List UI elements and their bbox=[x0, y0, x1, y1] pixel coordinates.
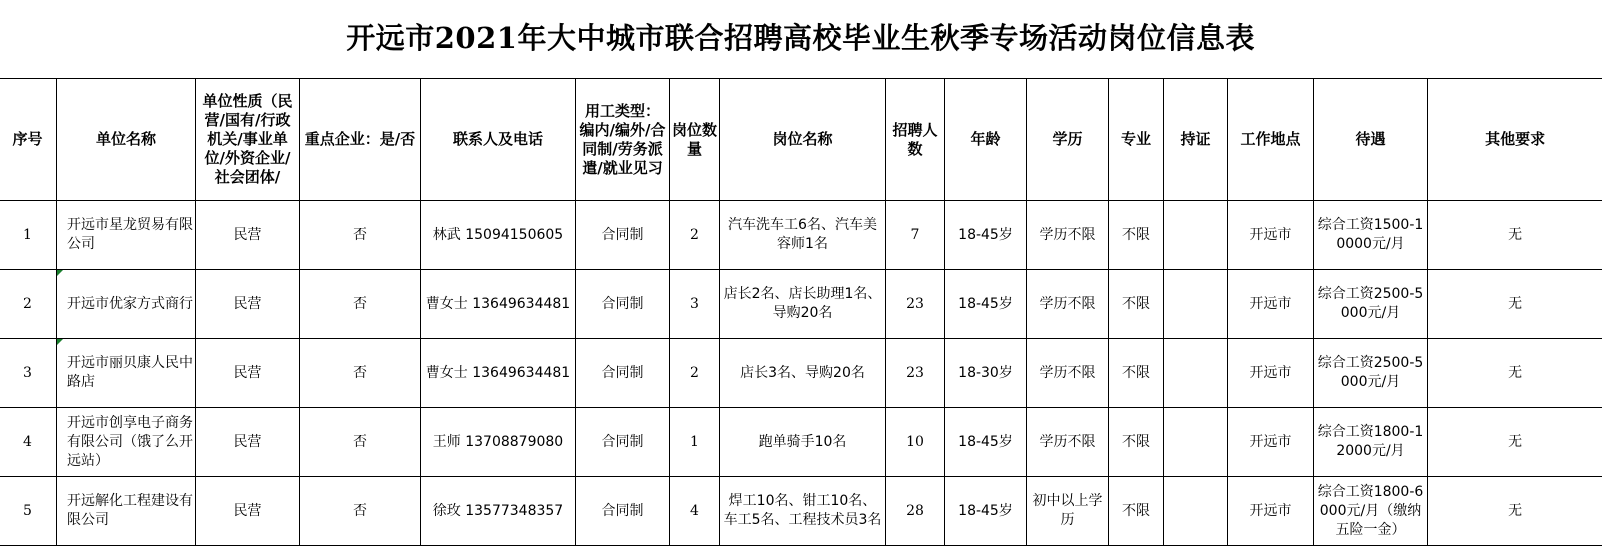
cell-key-enterprise: 否 bbox=[300, 201, 421, 270]
cell-seq: 1 bbox=[0, 201, 57, 270]
cell-company-text: 开远解化工程建设有限公司 bbox=[67, 493, 193, 528]
cell-age: 18-45岁 bbox=[945, 408, 1027, 477]
header-age: 年龄 bbox=[945, 79, 1027, 201]
cell-post-count: 3 bbox=[670, 270, 720, 339]
cell-company-text: 开远市优家方式商行 bbox=[67, 295, 193, 312]
cell-certificate bbox=[1164, 339, 1228, 408]
cell-company bbox=[57, 339, 196, 408]
cell-certificate bbox=[1164, 408, 1228, 477]
header-education: 学历 bbox=[1027, 79, 1109, 201]
header-pay: 待遇 bbox=[1314, 79, 1428, 201]
cell-location: 开远市 bbox=[1228, 270, 1314, 339]
cell-post-count: 4 bbox=[670, 477, 720, 546]
page-title: 开远市2021年大中城市联合招聘高校毕业生秋季专场活动岗位信息表 bbox=[0, 0, 1602, 79]
cell-post-names bbox=[720, 339, 886, 408]
cell-unit-type: 民营 bbox=[196, 339, 300, 408]
cell-post-names bbox=[720, 477, 886, 546]
cell-certificate bbox=[1164, 270, 1228, 339]
header-seq: 序号 bbox=[0, 79, 57, 201]
cell-education: 初中以上学历 bbox=[1027, 477, 1109, 546]
cell-pay-text: 综合工资2500-5000元/月 bbox=[1317, 355, 1424, 390]
cell-seq: 5 bbox=[0, 477, 57, 546]
cell-location: 开远市 bbox=[1228, 477, 1314, 546]
cell-company bbox=[57, 477, 196, 546]
cell-post-names-text: 店长2名、店长助理1名、导购20名 bbox=[723, 286, 882, 321]
cell-age: 18-30岁 bbox=[945, 339, 1027, 408]
header-employment-type: 用工类型：编内/编外/合同制/劳务派遣/就业见习 bbox=[576, 79, 670, 201]
cell-pay-text: 综合工资1800-12000元/月 bbox=[1317, 424, 1424, 459]
cell-other: 无 bbox=[1428, 408, 1602, 477]
cell-post-count: 2 bbox=[670, 339, 720, 408]
header-post-names: 岗位名称 bbox=[720, 79, 886, 201]
cell-seq: 3 bbox=[0, 339, 57, 408]
header-company: 单位名称 bbox=[57, 79, 196, 201]
cell-company bbox=[57, 408, 196, 477]
header-hires: 招聘人数 bbox=[886, 79, 945, 201]
header-certificate: 持证 bbox=[1164, 79, 1228, 201]
cell-major: 不限 bbox=[1109, 408, 1164, 477]
cell-age: 18-45岁 bbox=[945, 477, 1027, 546]
cell-employment-type: 合同制 bbox=[576, 477, 670, 546]
table-row bbox=[0, 270, 1602, 339]
header-other: 其他要求 bbox=[1428, 79, 1602, 201]
cell-seq: 4 bbox=[0, 408, 57, 477]
cell-contact: 曹女士 13649634481 bbox=[421, 339, 576, 408]
cell-key-enterprise: 否 bbox=[300, 477, 421, 546]
cell-post-names bbox=[720, 201, 886, 270]
cell-employment-type: 合同制 bbox=[576, 270, 670, 339]
cell-other: 无 bbox=[1428, 339, 1602, 408]
cell-pay-text: 综合工资1500-10000元/月 bbox=[1317, 217, 1424, 252]
cell-unit-type: 民营 bbox=[196, 201, 300, 270]
cell-hires: 10 bbox=[886, 408, 945, 477]
cell-post-count: 1 bbox=[670, 408, 720, 477]
cell-location: 开远市 bbox=[1228, 339, 1314, 408]
cell-other: 无 bbox=[1428, 201, 1602, 270]
cell-employment-type: 合同制 bbox=[576, 339, 670, 408]
cell-post-names-text: 汽车洗车工6名、汽车美容师1名 bbox=[728, 217, 877, 252]
cell-hires: 23 bbox=[886, 339, 945, 408]
cell-pay-text: 综合工资2500-5000元/月 bbox=[1317, 286, 1424, 321]
cell-company-text: 开远市星龙贸易有限公司 bbox=[67, 217, 193, 252]
cell-contact: 徐玫 13577348357 bbox=[421, 477, 576, 546]
header-post-count: 岗位数量 bbox=[670, 79, 720, 201]
cell-education: 学历不限 bbox=[1027, 408, 1109, 477]
cell-pay-text: 综合工资1800-6000元/月（缴纳五险一金） bbox=[1317, 483, 1424, 538]
cell-location: 开远市 bbox=[1228, 408, 1314, 477]
cell-unit-type: 民营 bbox=[196, 477, 300, 546]
cell-company-text: 开远市创享电子商务有限公司（饿了么开远站） bbox=[67, 414, 193, 469]
cell-pay bbox=[1314, 270, 1428, 339]
header-row bbox=[0, 79, 1602, 201]
cell-pay bbox=[1314, 339, 1428, 408]
cell-post-names-text: 跑单骑手10名 bbox=[758, 433, 847, 450]
cell-hires: 7 bbox=[886, 201, 945, 270]
cell-key-enterprise: 否 bbox=[300, 339, 421, 408]
cell-post-names-text: 店长3名、导购20名 bbox=[740, 364, 865, 381]
table-row bbox=[0, 408, 1602, 477]
cell-company-text: 开远市丽贝康人民中路店 bbox=[67, 355, 193, 390]
header-location: 工作地点 bbox=[1228, 79, 1314, 201]
cell-hires: 23 bbox=[886, 270, 945, 339]
table-row bbox=[0, 201, 1602, 270]
cell-contact: 林武 15094150605 bbox=[421, 201, 576, 270]
cell-certificate bbox=[1164, 201, 1228, 270]
cell-pay bbox=[1314, 477, 1428, 546]
table-row bbox=[0, 339, 1602, 408]
cell-pay bbox=[1314, 201, 1428, 270]
cell-unit-type: 民营 bbox=[196, 270, 300, 339]
cell-major: 不限 bbox=[1109, 201, 1164, 270]
cell-education: 学历不限 bbox=[1027, 201, 1109, 270]
cell-major: 不限 bbox=[1109, 477, 1164, 546]
table-row bbox=[0, 477, 1602, 546]
cell-pay bbox=[1314, 408, 1428, 477]
cell-unit-type: 民营 bbox=[196, 408, 300, 477]
cell-other: 无 bbox=[1428, 477, 1602, 546]
header-unit-type: 单位性质（民营/国有/行政机关/事业单位/外资企业/社会团体/ bbox=[196, 79, 300, 201]
cell-post-names bbox=[720, 408, 886, 477]
cell-company bbox=[57, 201, 196, 270]
cell-key-enterprise: 否 bbox=[300, 270, 421, 339]
cell-other: 无 bbox=[1428, 270, 1602, 339]
cell-employment-type: 合同制 bbox=[576, 408, 670, 477]
cell-post-names bbox=[720, 270, 886, 339]
cell-education: 学历不限 bbox=[1027, 339, 1109, 408]
cell-contact: 王师 13708879080 bbox=[421, 408, 576, 477]
header-major: 专业 bbox=[1109, 79, 1164, 201]
cell-employment-type: 合同制 bbox=[576, 201, 670, 270]
cell-post-names-text: 焊工10名、钳工10名、车工5名、工程技术员3名 bbox=[723, 493, 882, 528]
cell-education: 学历不限 bbox=[1027, 270, 1109, 339]
cell-company bbox=[57, 270, 196, 339]
header-key-enterprise: 重点企业：是/否 bbox=[300, 79, 421, 201]
cell-seq: 2 bbox=[0, 270, 57, 339]
cell-location: 开远市 bbox=[1228, 201, 1314, 270]
cell-age: 18-45岁 bbox=[945, 270, 1027, 339]
cell-post-count: 2 bbox=[670, 201, 720, 270]
cell-certificate bbox=[1164, 477, 1228, 546]
cell-key-enterprise: 否 bbox=[300, 408, 421, 477]
cell-age: 18-45岁 bbox=[945, 201, 1027, 270]
header-contact: 联系人及电话 bbox=[421, 79, 576, 201]
cell-contact: 曹女士 13649634481 bbox=[421, 270, 576, 339]
cell-major: 不限 bbox=[1109, 270, 1164, 339]
cell-hires: 28 bbox=[886, 477, 945, 546]
cell-major: 不限 bbox=[1109, 339, 1164, 408]
